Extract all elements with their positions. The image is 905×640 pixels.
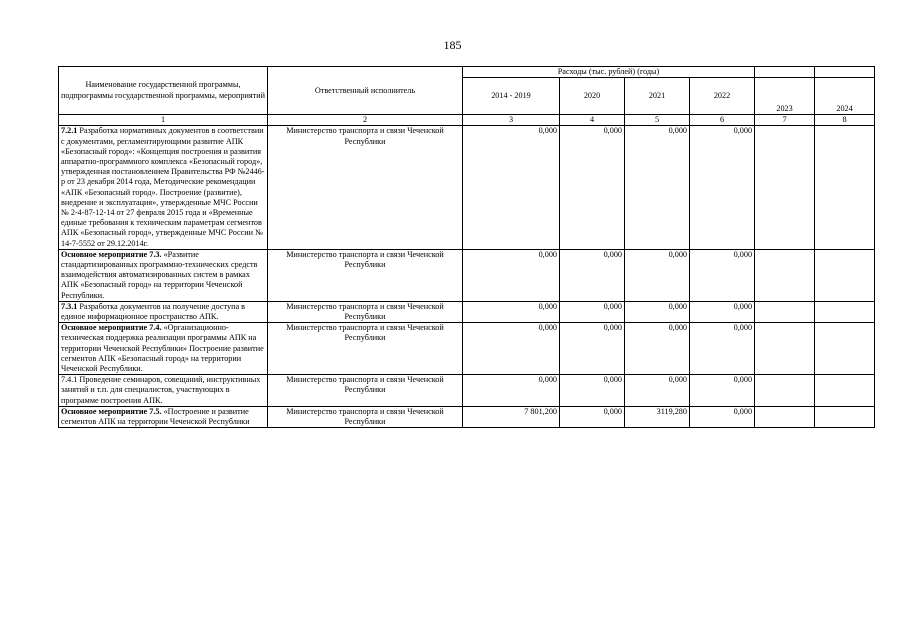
expense-value-cell xyxy=(755,406,815,427)
header-year: 2024 xyxy=(815,78,875,115)
expense-value-cell xyxy=(755,301,815,322)
activity-description: «Организационно-техническая поддержка реализации программы АПК на территории Чеченской Республики» Построение развитие сегментов АПК «Безопасный город» на территории Чеченской Республики. xyxy=(61,323,264,374)
header-year: 2021 xyxy=(625,78,690,115)
activity-name-cell xyxy=(59,323,268,375)
column-number: 7 xyxy=(755,115,815,126)
expense-value-cell: 0,000 xyxy=(625,375,690,407)
activity-code: 7.3.1 xyxy=(61,301,78,311)
activity-name-cell xyxy=(59,301,268,322)
expense-value-cell: 3119,280 xyxy=(625,406,690,427)
column-number: 8 xyxy=(815,115,875,126)
executor-cell: Министерство транспорта и связи Чеченской Республики xyxy=(268,126,463,249)
expense-value-cell xyxy=(815,126,875,249)
table-row xyxy=(59,301,875,322)
expense-value-cell: 0,000 xyxy=(560,375,625,407)
expense-value-cell xyxy=(755,126,815,249)
expense-value-cell: 0,000 xyxy=(690,406,755,427)
expense-value-cell: 0,000 xyxy=(463,323,560,375)
header-year: 2014 - 2019 xyxy=(463,78,560,115)
activity-description: «Построение и развитие сегментов АПК на территории Чеченской Республики xyxy=(61,406,250,427)
executor-cell: Министерство транспорта и связи Чеченской Республики xyxy=(268,323,463,375)
expense-value-cell xyxy=(815,406,875,427)
activity-code: Основное мероприятие 7.3. xyxy=(61,249,162,259)
executor-cell: Министерство транспорта и связи Чеченской Республики xyxy=(268,375,463,407)
activity-name-cell xyxy=(59,126,268,249)
activity-name-cell xyxy=(59,406,268,427)
column-number: 4 xyxy=(560,115,625,126)
header-blank xyxy=(815,67,875,78)
expense-value-cell: 0,000 xyxy=(690,375,755,407)
header-year: 2023 xyxy=(755,78,815,115)
expense-value-cell: 0,000 xyxy=(690,249,755,301)
expense-value-cell: 0,000 xyxy=(625,249,690,301)
expense-value-cell: 0,000 xyxy=(463,301,560,322)
executor-cell: Министерство транспорта и связи Чеченской Республики xyxy=(268,406,463,427)
activity-description: 7.4.1 Проведение семинаров, совещаний, инструктивных занятий и т.п. для специалистов, участвующих в программе построения АПК. xyxy=(61,375,261,405)
executor-cell: Министерство транспорта и связи Чеченской Республики xyxy=(268,301,463,322)
header-year: 2020 xyxy=(560,78,625,115)
activity-code: Основное мероприятие 7.5. xyxy=(61,406,162,416)
header-blank xyxy=(755,67,815,78)
activity-name-cell xyxy=(59,375,268,407)
column-number: 5 xyxy=(625,115,690,126)
expense-value-cell: 0,000 xyxy=(560,126,625,249)
expense-value-cell: 0,000 xyxy=(560,406,625,427)
expense-value-cell xyxy=(755,249,815,301)
column-number: 6 xyxy=(690,115,755,126)
activity-code: 7.2.1 xyxy=(61,126,78,136)
activity-description: Разработка нормативных документов в соответствии с документами, регламентирующими развитие АПК «Безопасный город»: «Концепция построения и развития аппаратно-программного комплекса «Безопасный город», утвержденная постановлением Правительства РФ №2446-р от 23 декабря 2014 года, Методические рекомендации «АПК «Безопасный город». Построение (развитие), внедрение и эксплуатация», утвержденные МЧС России № 2-4-87-12-14 от 27 февраля 2015 года и «Временные единые требования к техническим параметрам сегментов АПК «Безопасный город», утвержденные МЧС России № 14-7-5552 от 29.12.2014г. xyxy=(61,126,265,248)
header-year: 2022 xyxy=(690,78,755,115)
budget-table xyxy=(58,66,875,428)
expense-value-cell: 7 801,200 xyxy=(463,406,560,427)
header-name: Наименование государственной программы, подпрограммы государственной программы, мероприятий xyxy=(59,67,268,115)
expense-value-cell xyxy=(815,375,875,407)
table-row xyxy=(59,406,875,427)
expense-value-cell: 0,000 xyxy=(560,249,625,301)
table-row xyxy=(59,249,875,301)
table-row xyxy=(59,126,875,249)
expense-value-cell: 0,000 xyxy=(463,126,560,249)
expense-value-cell: 0,000 xyxy=(690,323,755,375)
column-number: 1 xyxy=(59,115,268,126)
activity-description: «Развитие стандартизированных программно-технических средств взаимодействия автоматизированных систем в рамках АПК «Безопасный город» на территории Чеченской Республики. xyxy=(61,249,258,300)
header-executor: Ответственный исполнитель xyxy=(268,67,463,115)
expense-value-cell xyxy=(815,301,875,322)
page-number: 185 xyxy=(443,38,462,52)
activity-code: Основное мероприятие 7.4. xyxy=(61,323,162,333)
expense-value-cell: 0,000 xyxy=(625,301,690,322)
column-number: 3 xyxy=(463,115,560,126)
header-expenses: Расходы (тыс. рублей) (годы) xyxy=(463,67,755,78)
expense-value-cell: 0,000 xyxy=(463,375,560,407)
expense-value-cell: 0,000 xyxy=(560,323,625,375)
column-number: 2 xyxy=(268,115,463,126)
executor-cell: Министерство транспорта и связи Чеченской Республики xyxy=(268,249,463,301)
expense-value-cell: 0,000 xyxy=(560,301,625,322)
activity-description: Разработка документов на получение доступа в единое информационное пространство АПК. xyxy=(61,301,246,322)
expense-value-cell xyxy=(755,323,815,375)
table-row xyxy=(59,323,875,375)
expense-value-cell xyxy=(755,375,815,407)
expense-value-cell: 0,000 xyxy=(625,323,690,375)
expense-value-cell: 0,000 xyxy=(690,126,755,249)
expense-value-cell: 0,000 xyxy=(625,126,690,249)
activity-name-cell xyxy=(59,249,268,301)
expense-value-cell: 0,000 xyxy=(690,301,755,322)
expense-value-cell xyxy=(815,323,875,375)
table-row xyxy=(59,375,875,407)
expense-value-cell xyxy=(815,249,875,301)
expense-value-cell: 0,000 xyxy=(463,249,560,301)
